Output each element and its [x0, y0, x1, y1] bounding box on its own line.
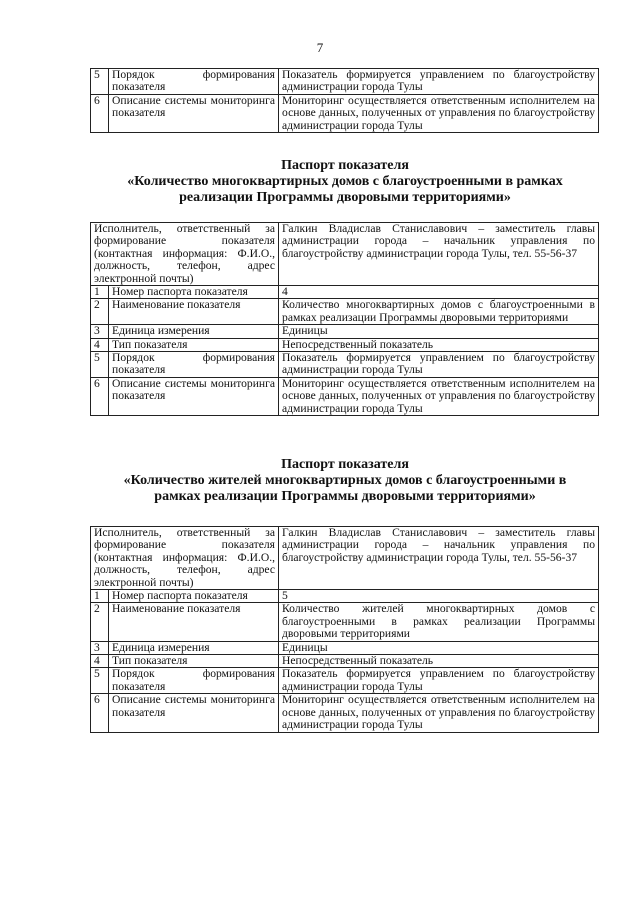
row-number: 2 [91, 603, 109, 641]
row-value: Мониторинг осуществляется ответственным исполнителем на основе данных, полученных от управления по благоустройству администрации города Тулы [279, 694, 599, 732]
row-value: Непосредственный показатель [279, 338, 599, 351]
row-value: 4 [279, 286, 599, 299]
row-label: Наименование показателя [109, 299, 279, 325]
table-row [91, 286, 599, 299]
table-row [91, 668, 599, 694]
row-number: 1 [91, 590, 109, 603]
executor-row [91, 527, 599, 590]
row-label: Описание системы мониторинга показателя [109, 694, 279, 732]
passport-1-table [90, 222, 599, 416]
passport-1-title [60, 158, 630, 206]
row-label: Описание системы мониторинга показателя [109, 94, 279, 132]
row-value: Единицы [279, 641, 599, 654]
row-number: 2 [91, 299, 109, 325]
table-row [91, 352, 599, 378]
row-number: 4 [91, 655, 109, 668]
page-number: 7 [316, 40, 324, 55]
row-label: Единица измерения [109, 325, 279, 338]
passport-2-title [60, 457, 630, 505]
row-label: Тип показателя [109, 655, 279, 668]
row-label: Тип показателя [109, 338, 279, 351]
row-value: Единицы [279, 325, 599, 338]
row-label: Номер паспорта показателя [109, 286, 279, 299]
executor-value: Галкин Владислав Станиславович – заместитель главы администрации города – начальник управления по благоустройству администрации города Тулы, тел. 55-56-37 [279, 223, 599, 286]
row-label: Номер паспорта показателя [109, 590, 279, 603]
row-value: Непосредственный показатель [279, 655, 599, 668]
table-row [91, 603, 599, 641]
table-row [91, 590, 599, 603]
table-row [91, 325, 599, 338]
row-value: Мониторинг осуществляется ответственным исполнителем на основе данных, полученных от управления по благоустройству администрации города Тулы [279, 94, 599, 132]
table-row [91, 69, 599, 95]
passport-2-table [90, 526, 599, 733]
row-label: Единица измерения [109, 641, 279, 654]
row-value: Показатель формируется управлением по благоустройству администрации города Тулы [279, 69, 599, 95]
passport-2-title-line-2: «Количество жителей многоквартирных домов с благоустроенными в [123, 473, 567, 488]
row-value: Показатель формируется управлением по благоустройству администрации города Тулы [279, 352, 599, 378]
row-number: 5 [91, 69, 109, 95]
row-label: Порядок формирования показателя [109, 668, 279, 694]
passport-2-title-line-1: Паспорт показателя [281, 457, 409, 472]
row-value: Мониторинг осуществляется ответственным исполнителем на основе данных, полученных от управления по благоустройству администрации города Тулы [279, 377, 599, 415]
passport-1-title-line-2: «Количество многоквартирных домов с благоустроенными в рамках [127, 174, 563, 189]
table-row [91, 338, 599, 351]
row-value: Количество жителей многоквартирных домов с благоустроенными в рамках реализации Программы дворовыми территориями [279, 603, 599, 641]
executor-value: Галкин Владислав Станиславович – заместитель главы администрации города – начальник управления по благоустройству администрации города Тулы, тел. 55-56-37 [279, 527, 599, 590]
row-number: 1 [91, 286, 109, 299]
table-row [91, 377, 599, 415]
row-value: 5 [279, 590, 599, 603]
row-number: 6 [91, 94, 109, 132]
executor-row [91, 223, 599, 286]
row-number: 6 [91, 377, 109, 415]
executor-label: Исполнитель, ответственный за формирование показателя (контактная информация: Ф.И.О., должность, телефон, адрес электронной почты) [91, 527, 279, 590]
table-row [91, 299, 599, 325]
continued-passport-table [90, 68, 599, 133]
table-row [91, 94, 599, 132]
table-row [91, 655, 599, 668]
passport-1-title-line-3: реализации Программы дворовыми территориями» [179, 190, 511, 205]
table-row [91, 641, 599, 654]
row-number: 3 [91, 641, 109, 654]
row-number: 5 [91, 668, 109, 694]
row-number: 4 [91, 338, 109, 351]
table-row [91, 694, 599, 732]
passport-1-title-line-1: Паспорт показателя [281, 158, 409, 173]
row-value: Количество многоквартирных домов с благоустроенными в рамках реализации Программы дворовыми территориями [279, 299, 599, 325]
row-value: Показатель формируется управлением по благоустройству администрации города Тулы [279, 668, 599, 694]
row-label: Порядок формирования показателя [109, 69, 279, 95]
row-label: Наименование показателя [109, 603, 279, 641]
row-label: Порядок формирования показателя [109, 352, 279, 378]
row-label: Описание системы мониторинга показателя [109, 377, 279, 415]
row-number: 5 [91, 352, 109, 378]
row-number: 3 [91, 325, 109, 338]
passport-2-title-line-3: рамках реализации Программы дворовыми территориями» [154, 489, 536, 504]
executor-label: Исполнитель, ответственный за формирование показателя (контактная информация: Ф.И.О., должность, телефон, адрес электронной почты) [91, 223, 279, 286]
row-number: 6 [91, 694, 109, 732]
